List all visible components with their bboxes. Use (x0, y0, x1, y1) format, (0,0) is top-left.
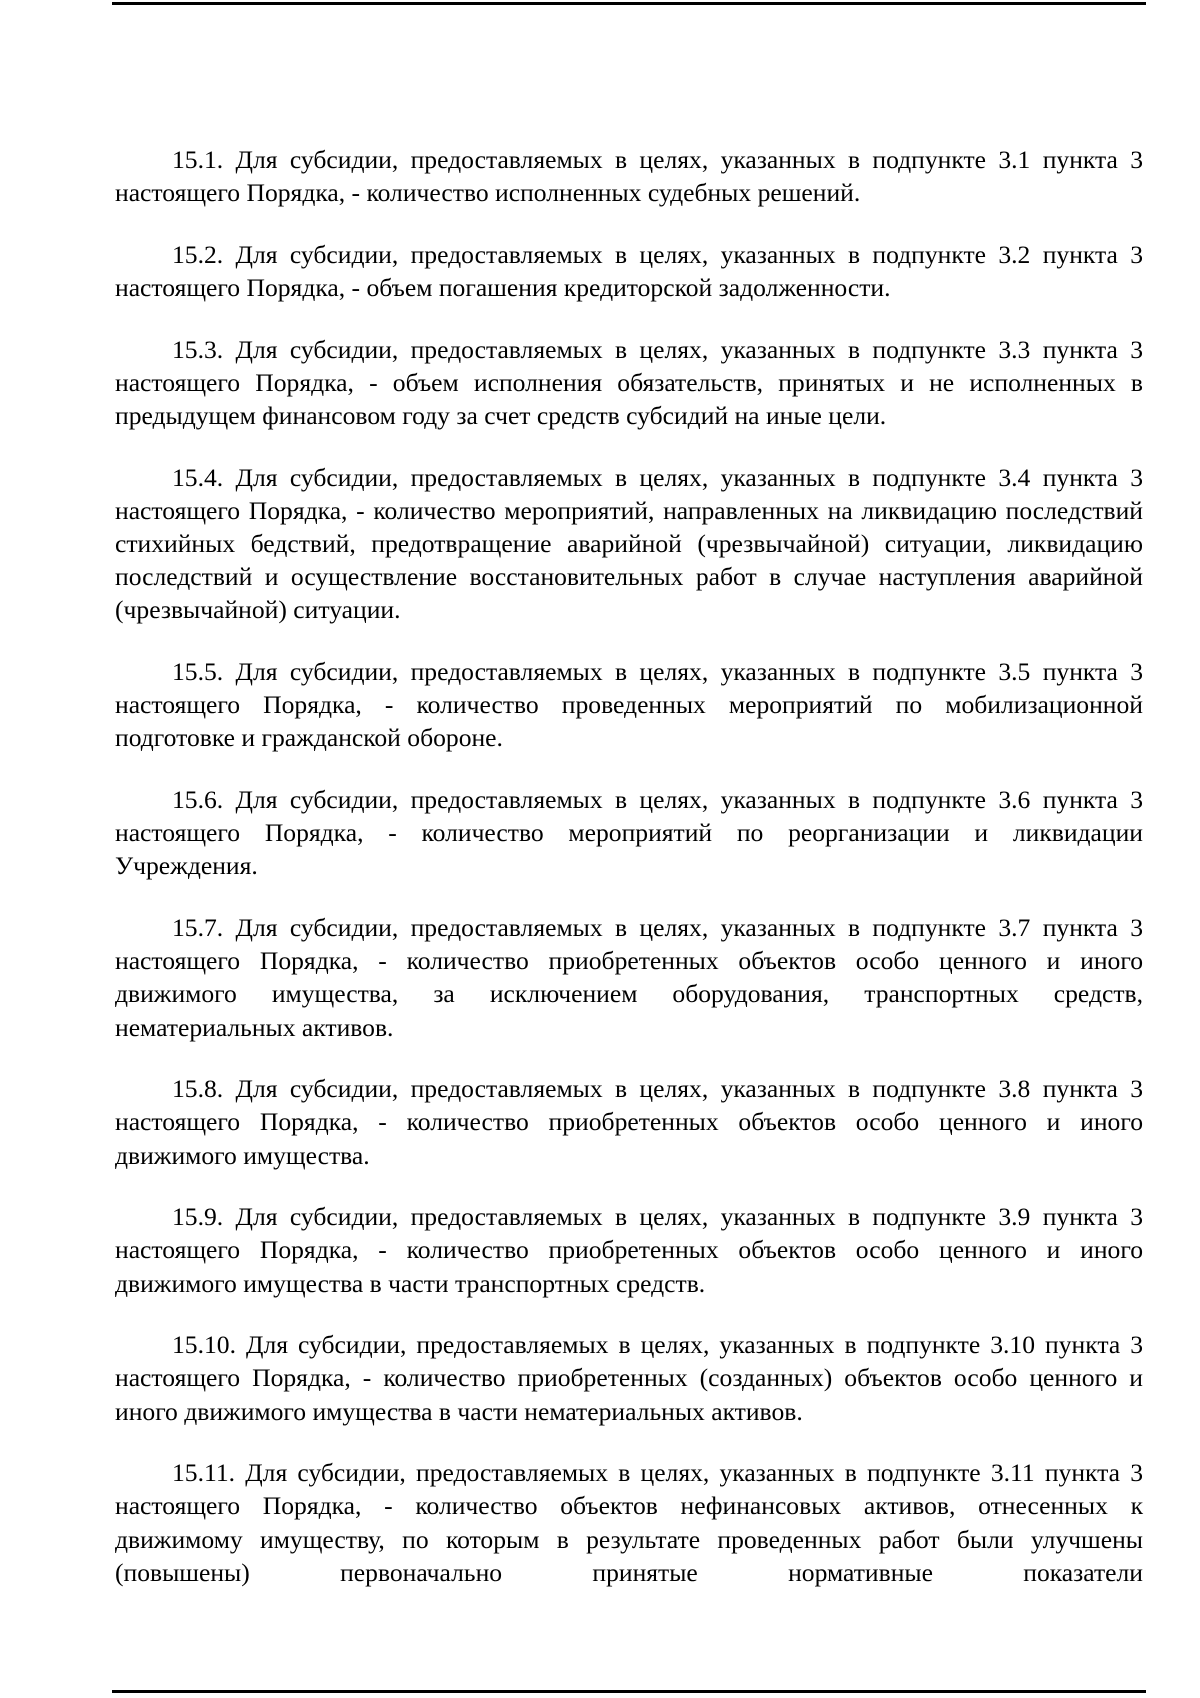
paragraph-15-5: 15.5. Для субсидии, предоставляемых в целях, указанных в подпункте 3.5 пункта 3 настоящего Порядка, - количество проведенных мероприятий по мобилизационной подготовке и гражданской обороне. (115, 657, 1143, 753)
paragraph-15-8: 15.8. Для субсидии, предоставляемых в целях, указанных в подпункте 3.8 пункта 3 настоящего Порядка, - количество приобретенных объектов особо ценного и иного движимого имущества. (115, 1074, 1143, 1170)
paragraph-15-10: 15.10. Для субсидии, предоставляемых в целях, указанных в подпункте 3.10 пункта 3 настоящего Порядка, - количество приобретенных (созданных) объектов особо ценного и иного движимого имущества в части нематериальных активов. (115, 1330, 1143, 1426)
paragraph-15-2: 15.2. Для субсидии, предоставляемых в целях, указанных в подпункте 3.2 пункта 3 настоящего Порядка, - объем погашения кредиторской задолженности. (115, 239, 1143, 302)
paragraph-15-6: 15.6. Для субсидии, предоставляемых в целях, указанных в подпункте 3.6 пункта 3 настоящего Порядка, - количество мероприятий по реорганизации и ликвидации Учреждения. (115, 785, 1143, 881)
paragraph-15-11: 15.11. Для субсидии, предоставляемых в целях, указанных в подпункте 3.11 пункта 3 настоящего Порядка, - количество объектов нефинансовых активов, отнесенных к движимому имуществу, по которым в результате проведенных работ были улучшены (повышены) первоначально принятые нормативные показатели (115, 1458, 1143, 1587)
paragraph-15-1: 15.1. Для субсидии, предоставляемых в целях, указанных в подпункте 3.1 пункта 3 настоящего Порядка, - количество исполненных судебных решений. (115, 145, 1143, 208)
top-rule (112, 2, 1146, 5)
paragraph-15-4: 15.4. Для субсидии, предоставляемых в целях, указанных в подпункте 3.4 пункта 3 настоящего Порядка, - количество мероприятий, направленных на ликвидацию последствий стихийных бедствий, предотвращение аварийной (чрезвычайной) ситуации, ликвидацию последствий и осуществление восстановительных работ в случае наступления аварийной (чрезвычайной) ситуации. (115, 462, 1143, 625)
bottom-rule (112, 1690, 1146, 1693)
paragraph-15-3: 15.3. Для субсидии, предоставляемых в целях, указанных в подпункте 3.3 пункта 3 настоящего Порядка, - объем исполнения обязательств, принятых и не исполненных в предыдущем финансовом году за счет средств субсидий на иные цели. (115, 334, 1143, 430)
paragraph-15-7: 15.7. Для субсидии, предоставляемых в целях, указанных в подпункте 3.7 пункта 3 настоящего Порядка, - количество приобретенных объектов особо ценного и иного движимого имущества, за исключением оборудования, транспортных средств, нематериальных активов. (115, 913, 1143, 1042)
paragraph-15-9: 15.9. Для субсидии, предоставляемых в целях, указанных в подпункте 3.9 пункта 3 настоящего Порядка, - количество приобретенных объектов особо ценного и иного движимого имущества в части транспортных средств. (115, 1202, 1143, 1298)
document-body (115, 143, 1143, 1589)
